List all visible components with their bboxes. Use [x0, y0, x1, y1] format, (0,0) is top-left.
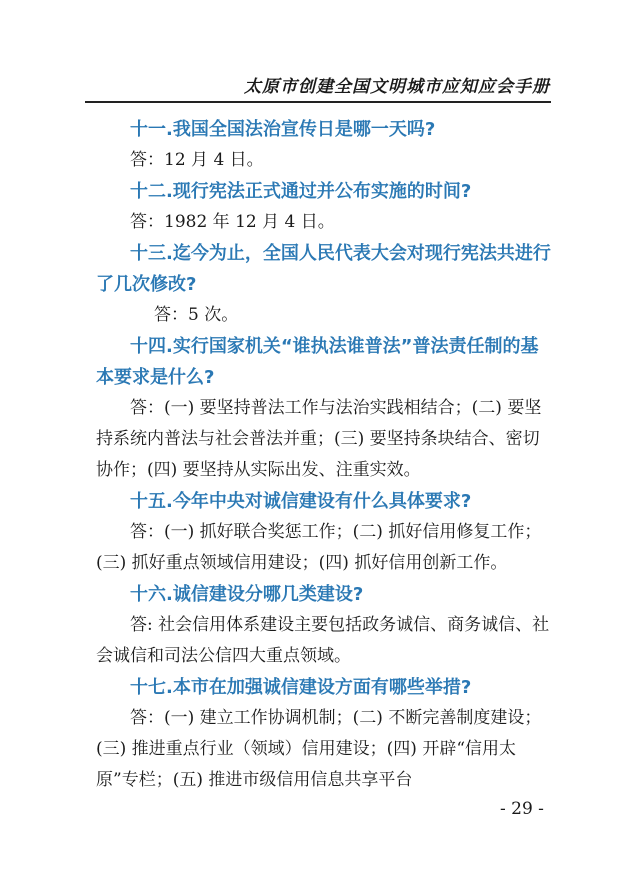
question-16: 十六.诚信建设分哪几类建设?	[130, 584, 364, 605]
question-12: 十二.现行宪法正式通过并公布实施的时间?	[130, 181, 472, 202]
question-14: 十四.实行国家机关“谁执法谁普法”普法责任制的基本要求是什么?	[96, 336, 539, 388]
page-header: 太原市创建全国文明城市应知应会手册	[244, 77, 550, 97]
answer-16: 答: 社会信用体系建设主要包括政务诚信、商务诚信、社会诚信和司法公信四大重点领域。	[96, 615, 550, 666]
question-13: 十三.迄今为止，全国人民代表大会对现行宪法共进行了几次修改?	[96, 243, 551, 295]
question-11: 十一.我国全国法治宣传日是哪一天吗?	[130, 119, 436, 140]
question-15: 十五.今年中央对诚信建设有什么具体要求?	[130, 491, 472, 512]
question-17: 十七.本市在加强诚信建设方面有哪些举措?	[130, 677, 472, 698]
answer-11: 答：12 月 4 日。	[130, 150, 264, 170]
page-number: - 29 -	[500, 799, 544, 819]
answer-15: 答：(一) 抓好联合奖惩工作；(二) 抓好信用修复工作；(三) 抓好重点领域信用建设；(四) 抓好信用创新工作。	[96, 522, 542, 573]
answer-14: 答：(一) 要坚持普法工作与法治实践相结合；(二) 要坚持系统内普法与社会普法并重；(三) 要坚持条块结合、密切协作；(四) 要坚持从实际出发、注重实效。	[96, 398, 542, 480]
answer-12: 答：1982 年 12 月 4 日。	[130, 212, 335, 232]
answer-13: 答：5 次。	[154, 305, 239, 325]
answer-17: 答：(一) 建立工作协调机制；(二) 不断完善制度建设；(三) 推进重点行业（领域）信用建设；(四) 开辟“信用太原”专栏；(五) 推进市级信用信息共享平台	[96, 708, 542, 790]
qa-content	[96, 114, 552, 796]
header-rule	[85, 101, 551, 103]
